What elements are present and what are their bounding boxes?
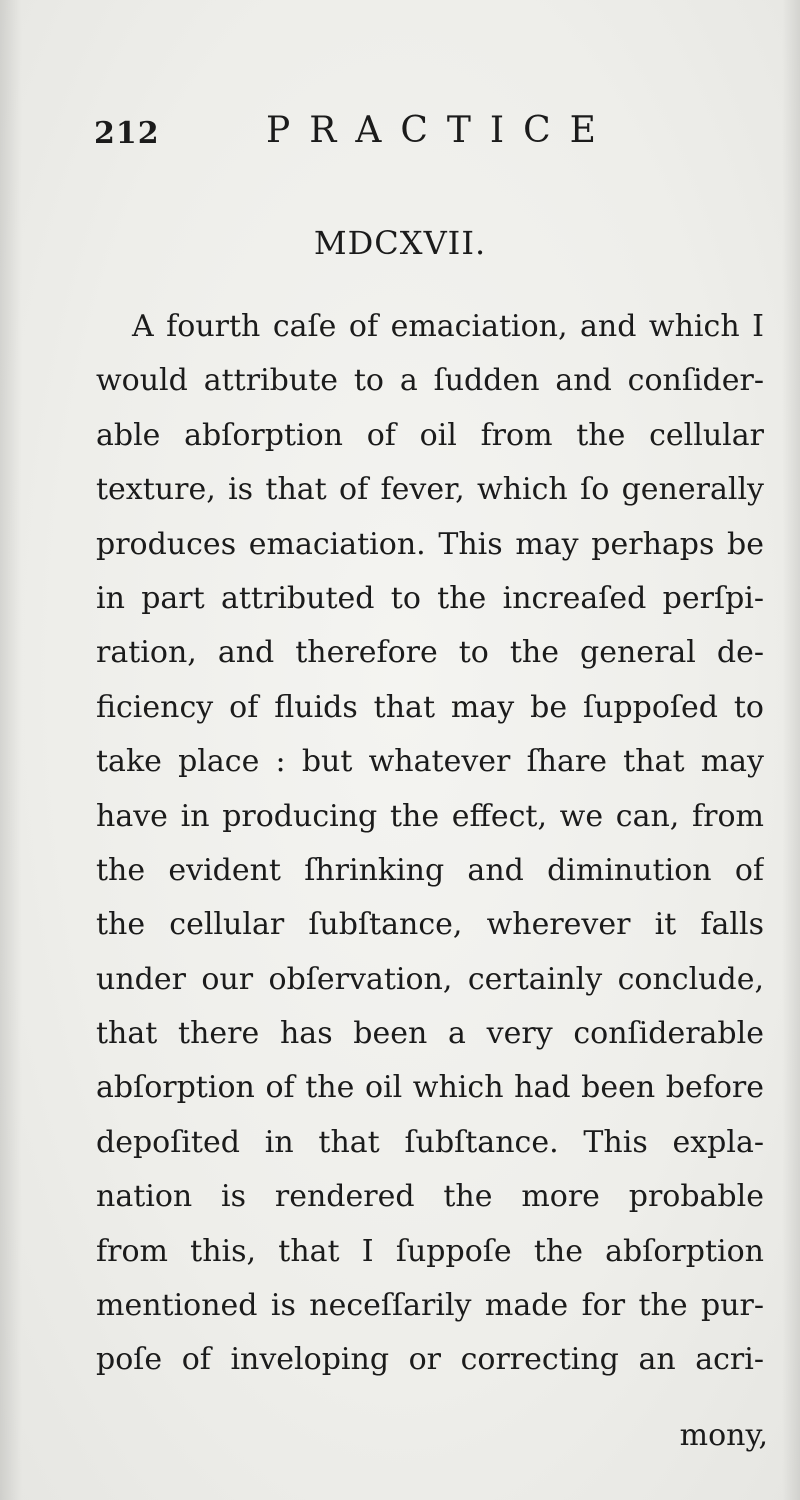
text-line: produces emaciation. This may perhaps be bbox=[96, 526, 764, 562]
text-line: ration, and therefore to the general de- bbox=[96, 635, 764, 671]
catchword: mony, bbox=[679, 1418, 768, 1453]
text-line: the cellular ſubſtance, wherever it falls bbox=[96, 907, 764, 943]
text-line: under our obſervation, certainly conclude, bbox=[96, 961, 764, 997]
text-line: A fourth caſe of emaciation, and which I bbox=[132, 309, 764, 344]
text-line: from this, that I ſuppoſe the abſorption bbox=[96, 1233, 764, 1269]
text-line: mentioned is neceſſarily made for the pur- bbox=[96, 1288, 764, 1324]
page-header bbox=[94, 110, 654, 160]
text-line: poſe of inveloping or correcting an acri- bbox=[96, 1342, 764, 1378]
text-line: the evident ſhrinking and diminution of bbox=[96, 852, 764, 888]
text-line: nation is rendered the more probable bbox=[96, 1179, 764, 1215]
text-line: ficiency of fluids that may be ſuppoſed to bbox=[96, 689, 764, 725]
text-line: that there has been a very conſiderable bbox=[96, 1016, 764, 1052]
text-line: abſorption of the oil which had been before bbox=[96, 1070, 764, 1106]
body-text bbox=[96, 300, 764, 1388]
text-line: depoſited in that ſubſtance. This expla- bbox=[96, 1124, 764, 1160]
text-line: take place : but whatever ſhare that may bbox=[96, 744, 764, 780]
text-line: have in producing the effect, we can, from bbox=[96, 798, 764, 834]
text-line: able abſorption of oil from the cellular bbox=[96, 417, 764, 453]
page-number: 212 bbox=[94, 116, 160, 151]
section-number: MDCXVII. bbox=[313, 224, 487, 262]
text-line: texture, is that of fever, which ſo generally bbox=[96, 472, 764, 508]
running-title: PRACTICE bbox=[266, 110, 615, 151]
text-line: in part attributed to the increaſed perſpi- bbox=[96, 580, 764, 616]
text-line: would attribute to a ſudden and conſider- bbox=[96, 363, 764, 399]
